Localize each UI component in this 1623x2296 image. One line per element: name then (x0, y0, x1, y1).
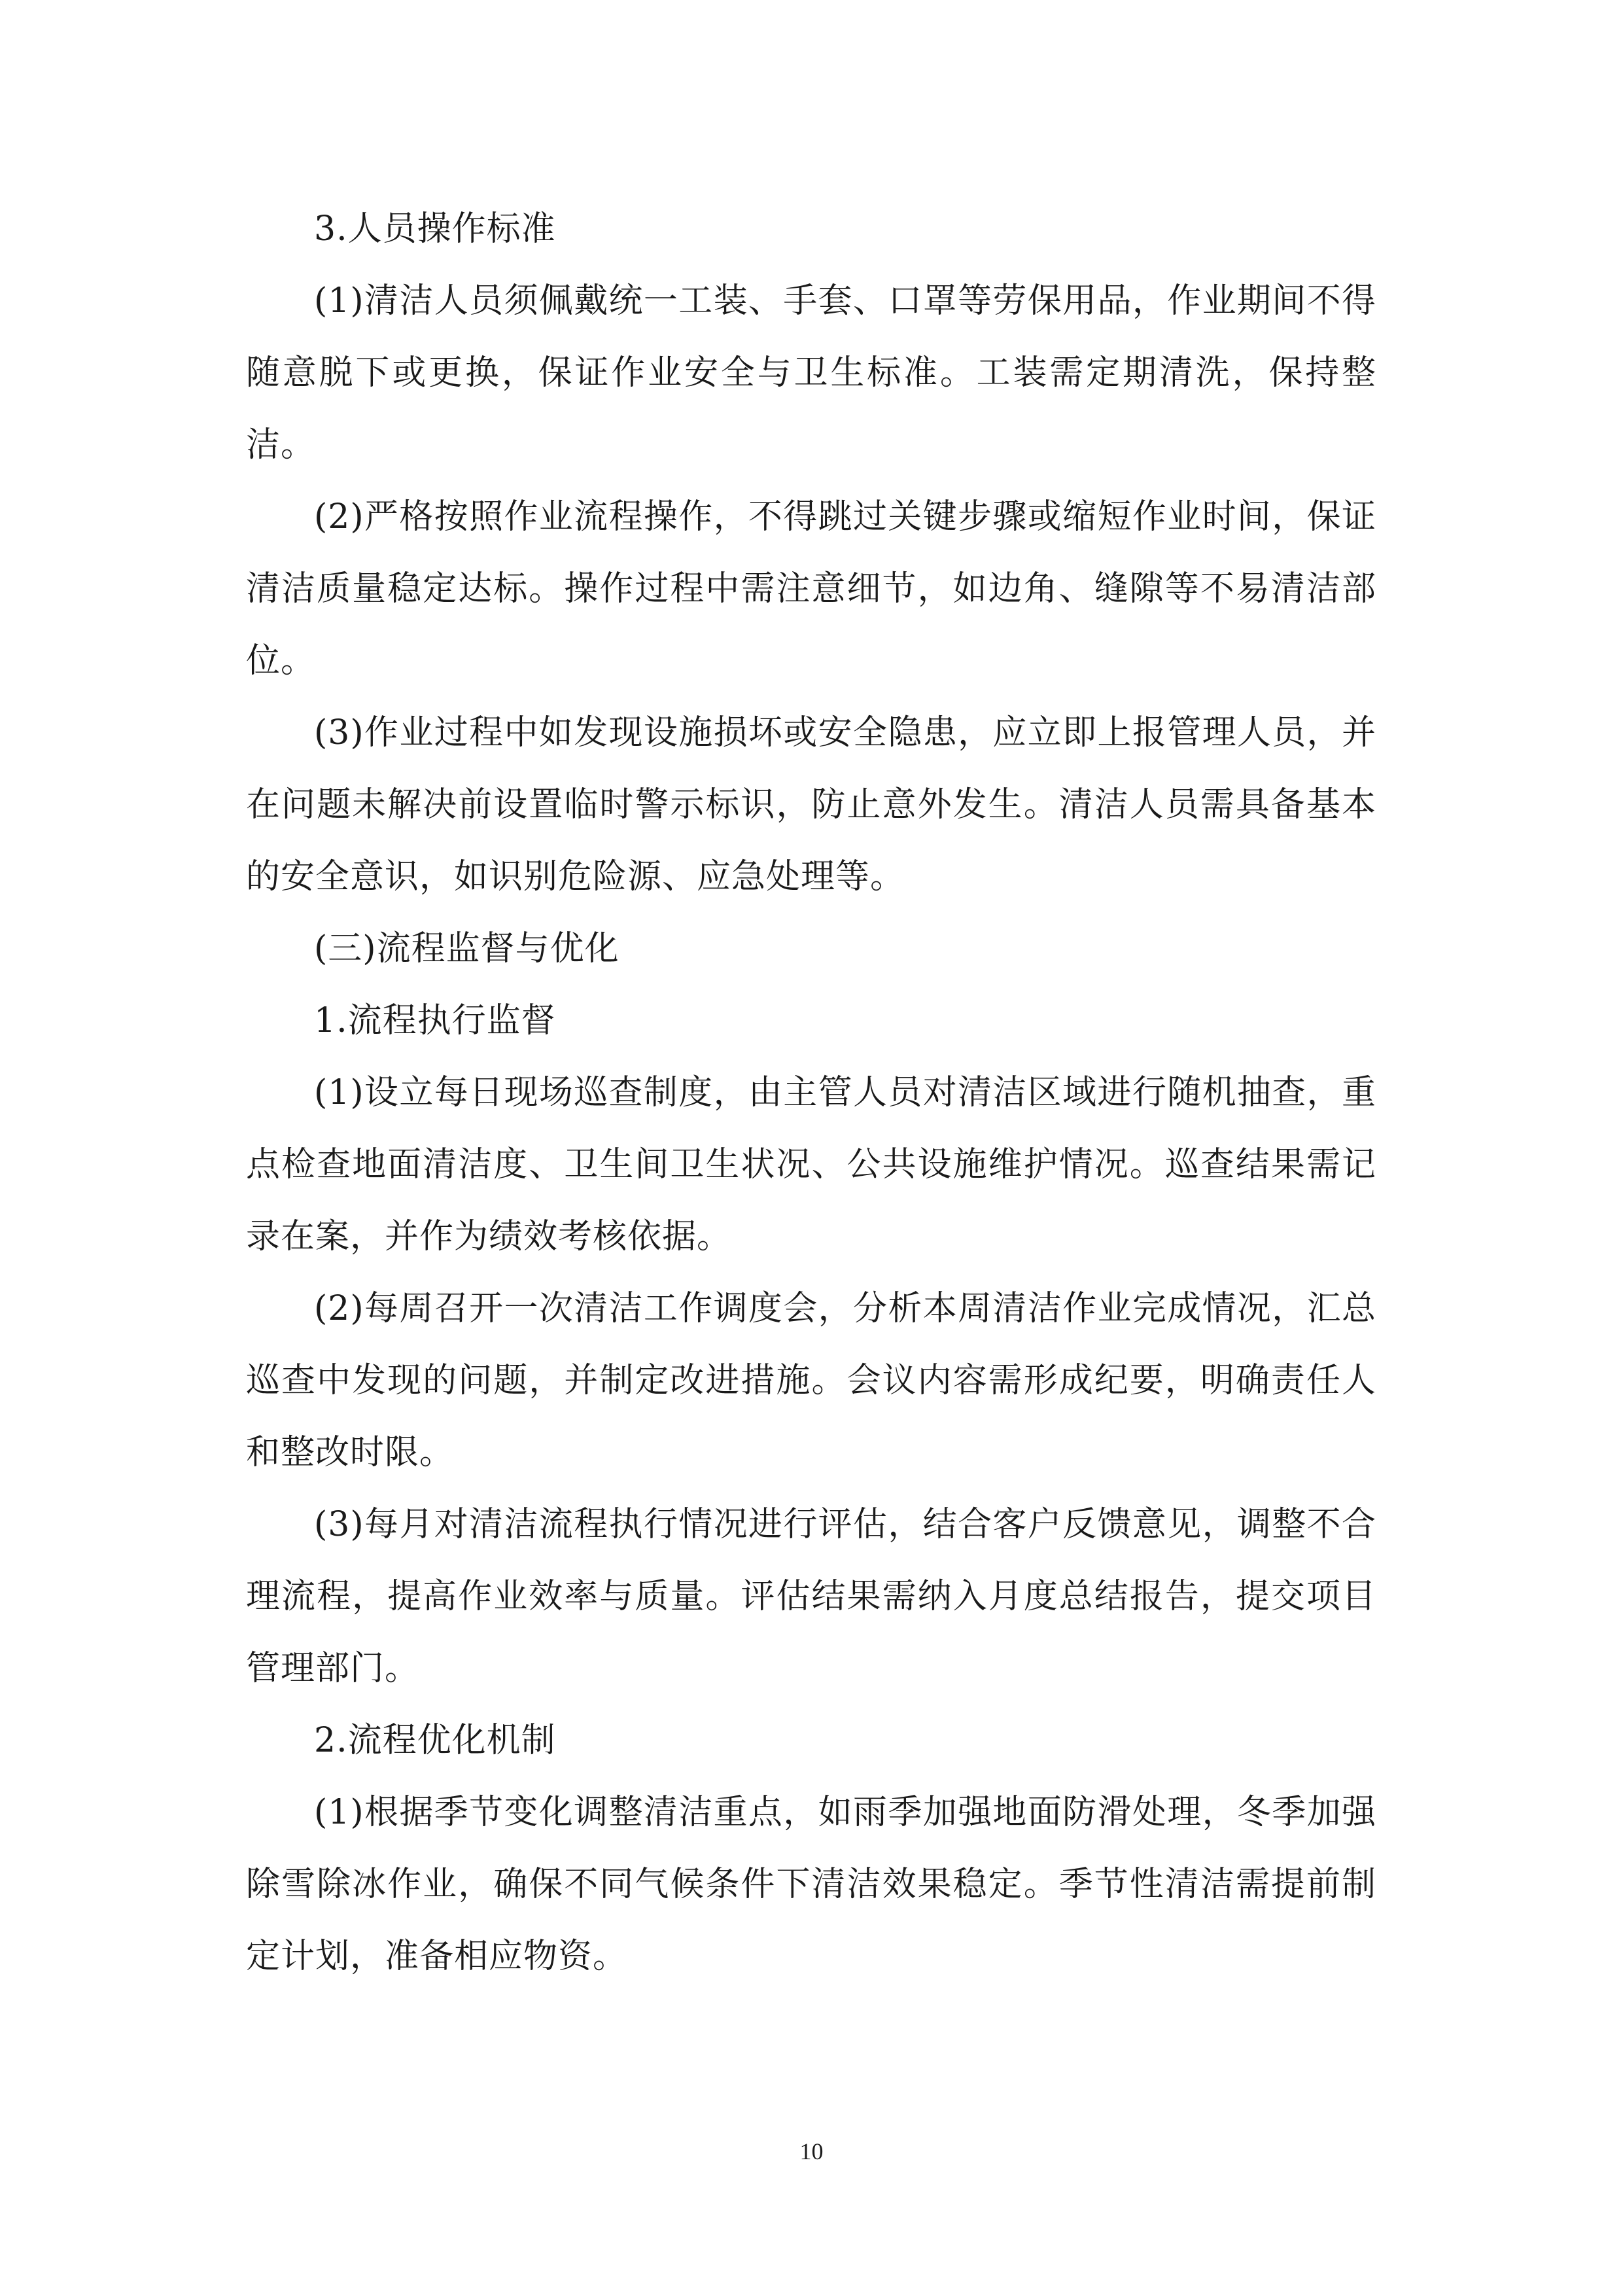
subsection-heading-optimization-mechanism: 2.流程优化机制 (314, 1721, 556, 1760)
paragraph-monthly-evaluation: (3)每月对清洁流程执行情况进行评估，结合客户反馈意见，调整不合理流程，提高作业效率与质量。评估结果需纳入月度总结报告，提交项目管理部门。 (246, 1505, 1376, 1688)
paragraph-seasonal-adjustment: (1)根据季节变化调整清洁重点，如雨季加强地面防滑处理，冬季加强除雪除冰作业，确保不同气候条件下清洁效果稳定。季节性清洁需提前制定计划，准备相应物资。 (246, 1793, 1376, 1976)
subsection-heading-execution-supervision: 1.流程执行监督 (314, 1001, 556, 1040)
section-heading-personnel-standards: 3.人员操作标准 (314, 209, 556, 249)
paragraph-weekly-meeting: (2)每周召开一次清洁工作调度会，分析本周清洁作业完成情况，汇总巡查中发现的问题，并制定改进措施。会议内容需形成纪要，明确责任人和整改时限。 (246, 1289, 1376, 1472)
page-number: 10 (799, 2138, 824, 2164)
document-body (246, 193, 1376, 1992)
paragraph-uniform-requirements: (1)清洁人员须佩戴统一工装、手套、口罩等劳保用品，作业期间不得随意脱下或更换，保证作业安全与卫生标准。工装需定期清洗，保持整洁。 (246, 281, 1376, 465)
section-heading-supervision-optimization: (三)流程监督与优化 (314, 929, 620, 968)
paragraph-process-compliance: (2)严格按照作业流程操作，不得跳过关键步骤或缩短作业时间，保证清洁质量稳定达标。操作过程中需注意细节，如边角、缝隙等不易清洁部位。 (246, 497, 1376, 680)
paragraph-safety-reporting: (3)作业过程中如发现设施损坏或安全隐患，应立即上报管理人员，并在问题未解决前设置临时警示标识，防止意外发生。清洁人员需具备基本的安全意识，如识别危险源、应急处理等。 (246, 713, 1376, 896)
paragraph-daily-inspection: (1)设立每日现场巡查制度，由主管人员对清洁区域进行随机抽查，重点检查地面清洁度、卫生间卫生状况、公共设施维护情况。巡查结果需记录在案，并作为绩效考核依据。 (246, 1073, 1376, 1256)
